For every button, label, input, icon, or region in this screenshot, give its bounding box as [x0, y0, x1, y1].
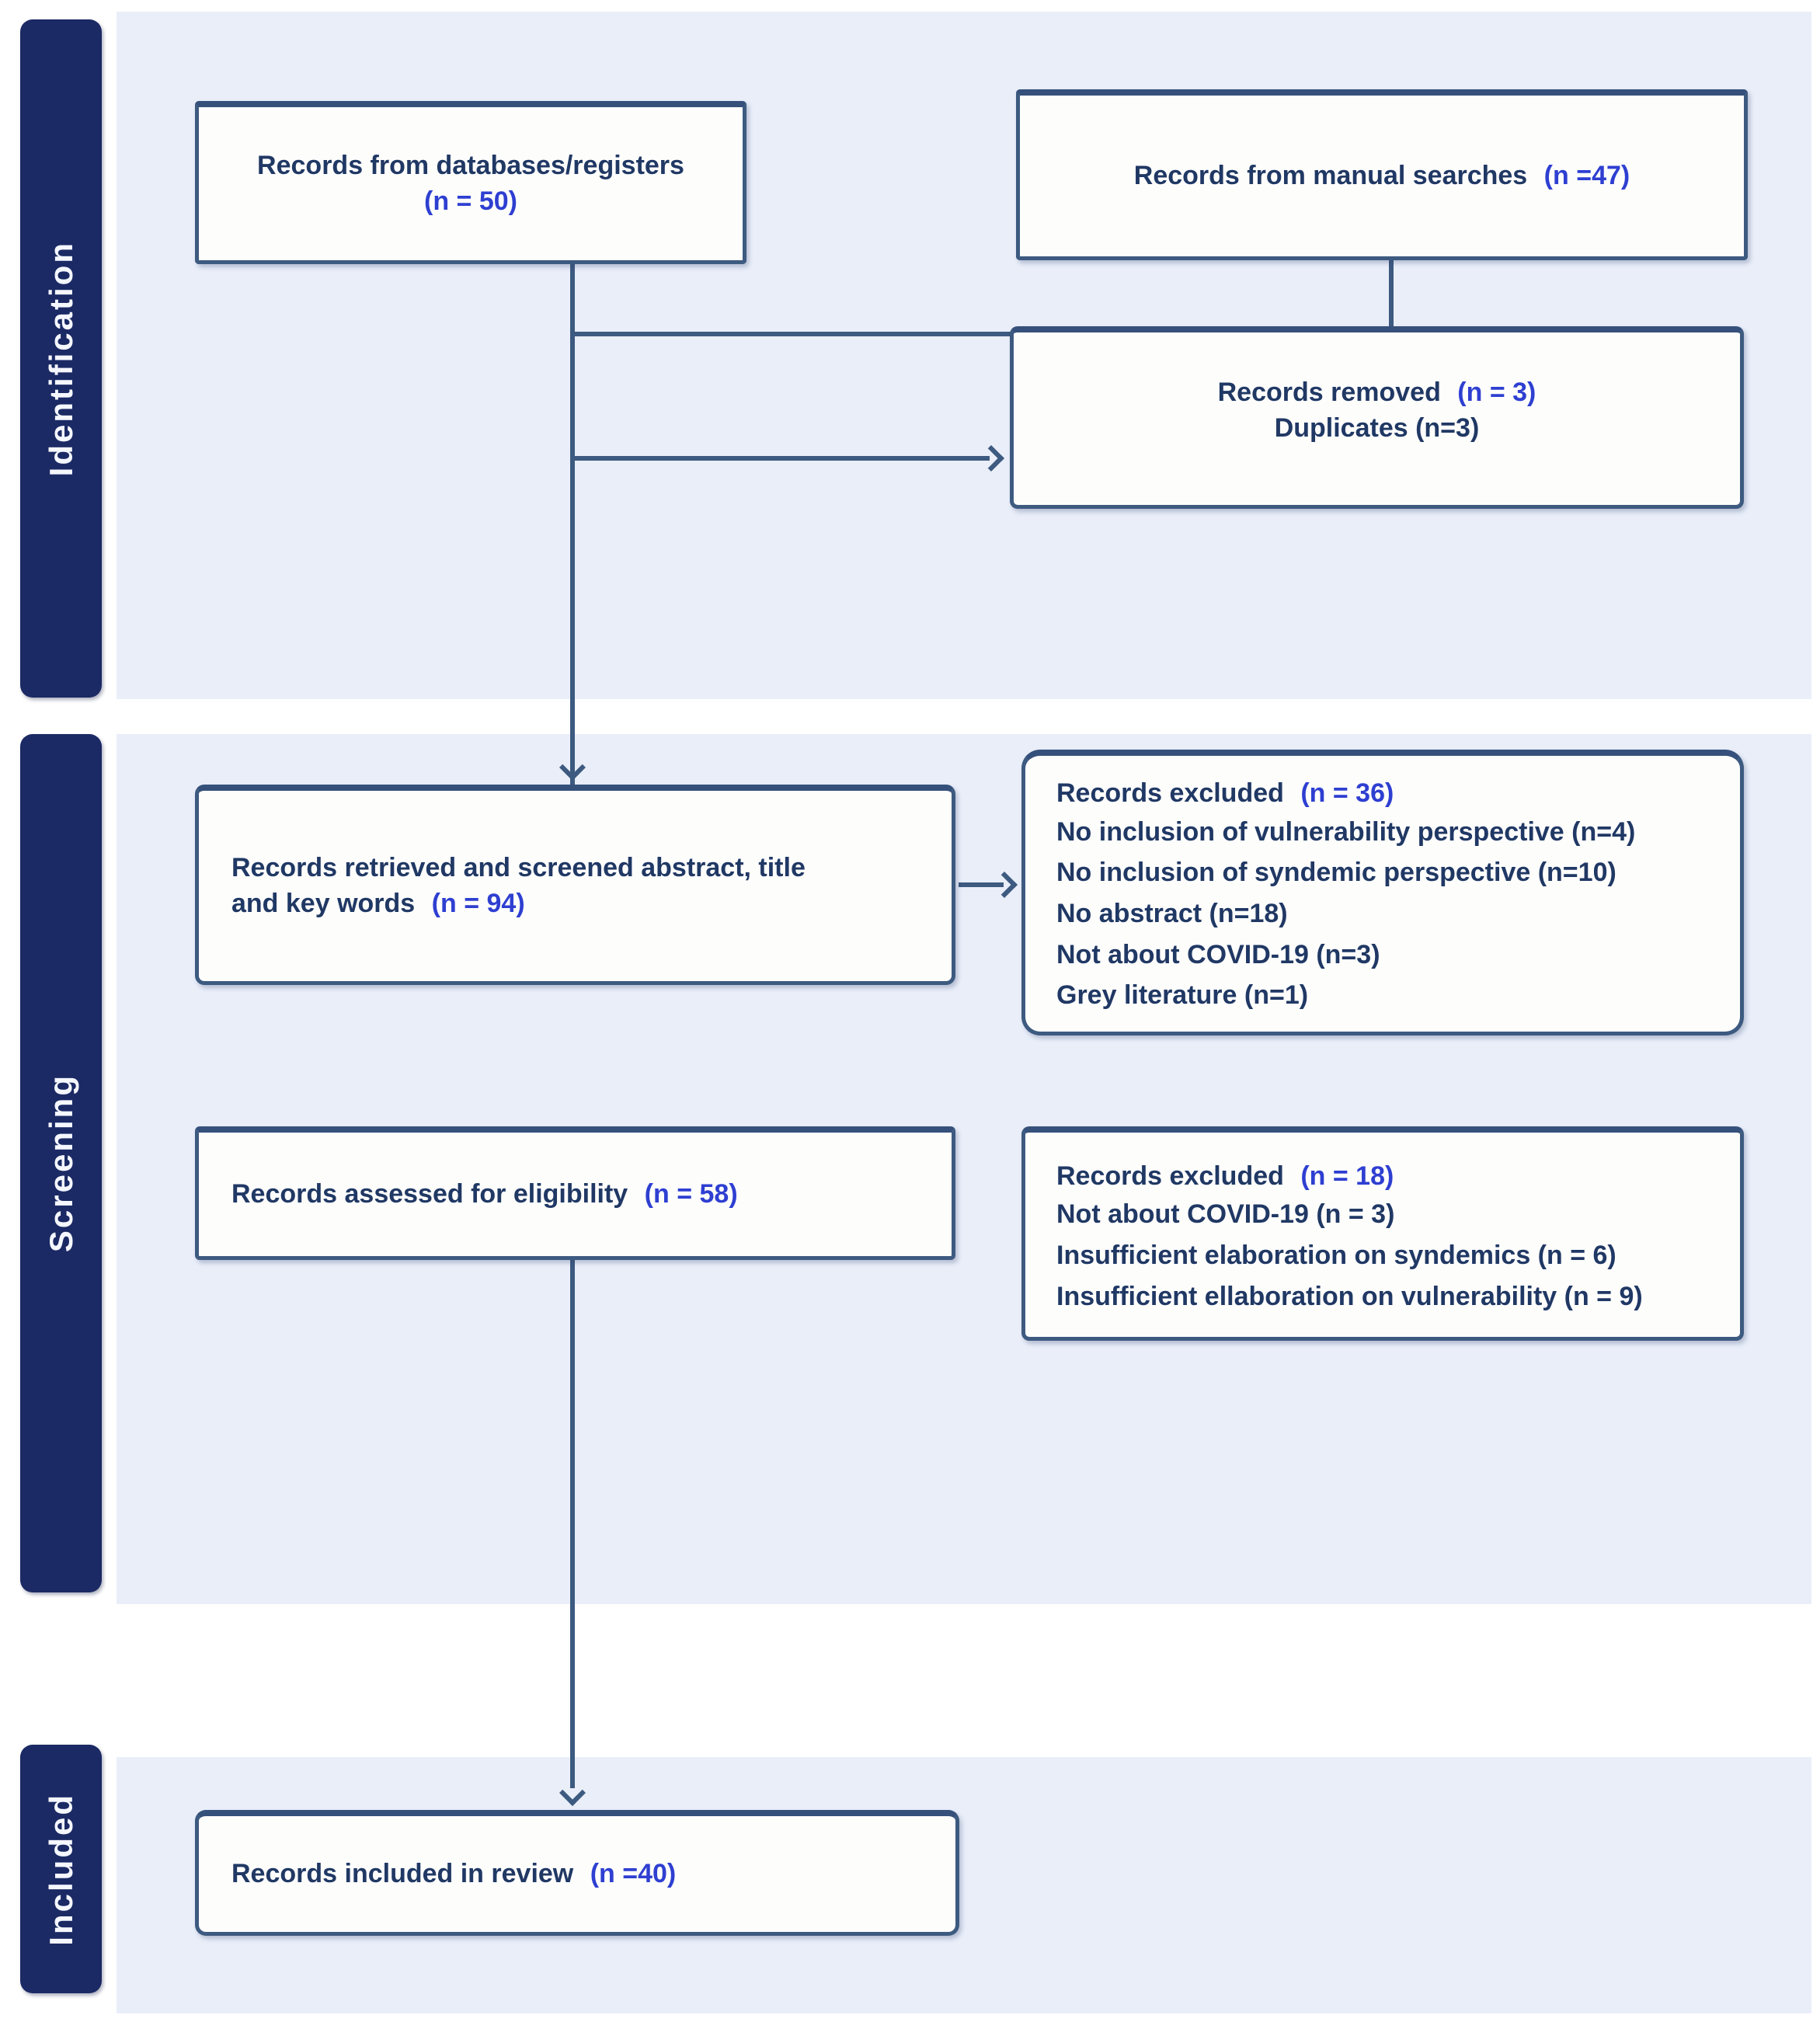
exclusion-reason: No inclusion of vulnerability perspective (n=4) — [1056, 816, 1636, 847]
phase-label-included: Included — [42, 1792, 79, 1946]
exclusion-reason: Not about COVID-19 (n=3) — [1056, 939, 1380, 969]
screened-text: Records retrieved and screened abstract, title and key words — [231, 852, 806, 918]
connector-manual-down — [1389, 259, 1394, 336]
assessed-count: (n = 58) — [644, 1178, 738, 1209]
flow-box-databases — [195, 101, 746, 264]
excluded-eligibility-reasons — [1056, 1194, 1724, 1317]
assessed-text: Records assessed for eligibility — [231, 1178, 628, 1209]
exclusion-reason: Grey literature (n=1) — [1056, 980, 1309, 1011]
excluded-screening-reasons — [1056, 812, 1724, 1016]
flow-box-included-review — [195, 1810, 959, 1936]
phase-bar-identification — [20, 19, 102, 698]
phase-bar-screening — [20, 734, 102, 1592]
connector-databases-down — [570, 263, 575, 786]
exclusion-reason: No abstract (n=18) — [1056, 899, 1288, 929]
connector-assessed-down — [570, 1260, 575, 1788]
removed-count: (n = 3) — [1457, 378, 1536, 407]
databases-count: (n = 50) — [424, 186, 517, 216]
exclusion-reason: Insufficient elaboration on syndemics (n = 6) — [1056, 1241, 1616, 1271]
excluded-screening-count: (n = 36) — [1300, 778, 1394, 808]
phase-label-screening: Screening — [42, 1074, 79, 1253]
manual-count: (n =47) — [1543, 160, 1630, 190]
screened-count: (n = 94) — [431, 888, 525, 918]
phase-bar-included — [20, 1745, 102, 1993]
exclusion-reason: Insufficient ellaboration on vulnerability (n = 9) — [1056, 1281, 1643, 1311]
flow-box-excluded-eligibility — [1021, 1126, 1744, 1341]
excluded-screening-title: Records excluded — [1056, 778, 1284, 808]
databases-text: Records from databases/registers — [257, 150, 684, 180]
flow-box-screened — [195, 785, 955, 985]
included-review-text: Records included in review — [231, 1858, 574, 1888]
removed-title: Records removed — [1217, 378, 1441, 407]
flow-box-excluded-screening — [1021, 750, 1744, 1035]
connector-to-removed — [570, 456, 990, 461]
phase-label-identification: Identification — [42, 240, 79, 477]
exclusion-reason: Not about COVID-19 (n = 3) — [1056, 1199, 1395, 1230]
flow-box-records-removed — [1010, 326, 1744, 509]
removed-detail: Duplicates (n=3) — [1274, 412, 1480, 443]
included-review-count: (n =40) — [590, 1858, 677, 1888]
flow-box-assessed — [195, 1126, 955, 1260]
exclusion-reason: No inclusion of syndemic perspective (n=10) — [1056, 858, 1616, 888]
flow-box-manual-searches — [1016, 89, 1748, 260]
manual-text: Records from manual searches — [1133, 160, 1528, 190]
excluded-eligibility-title: Records excluded — [1056, 1161, 1284, 1191]
excluded-eligibility-count: (n = 18) — [1300, 1161, 1394, 1191]
